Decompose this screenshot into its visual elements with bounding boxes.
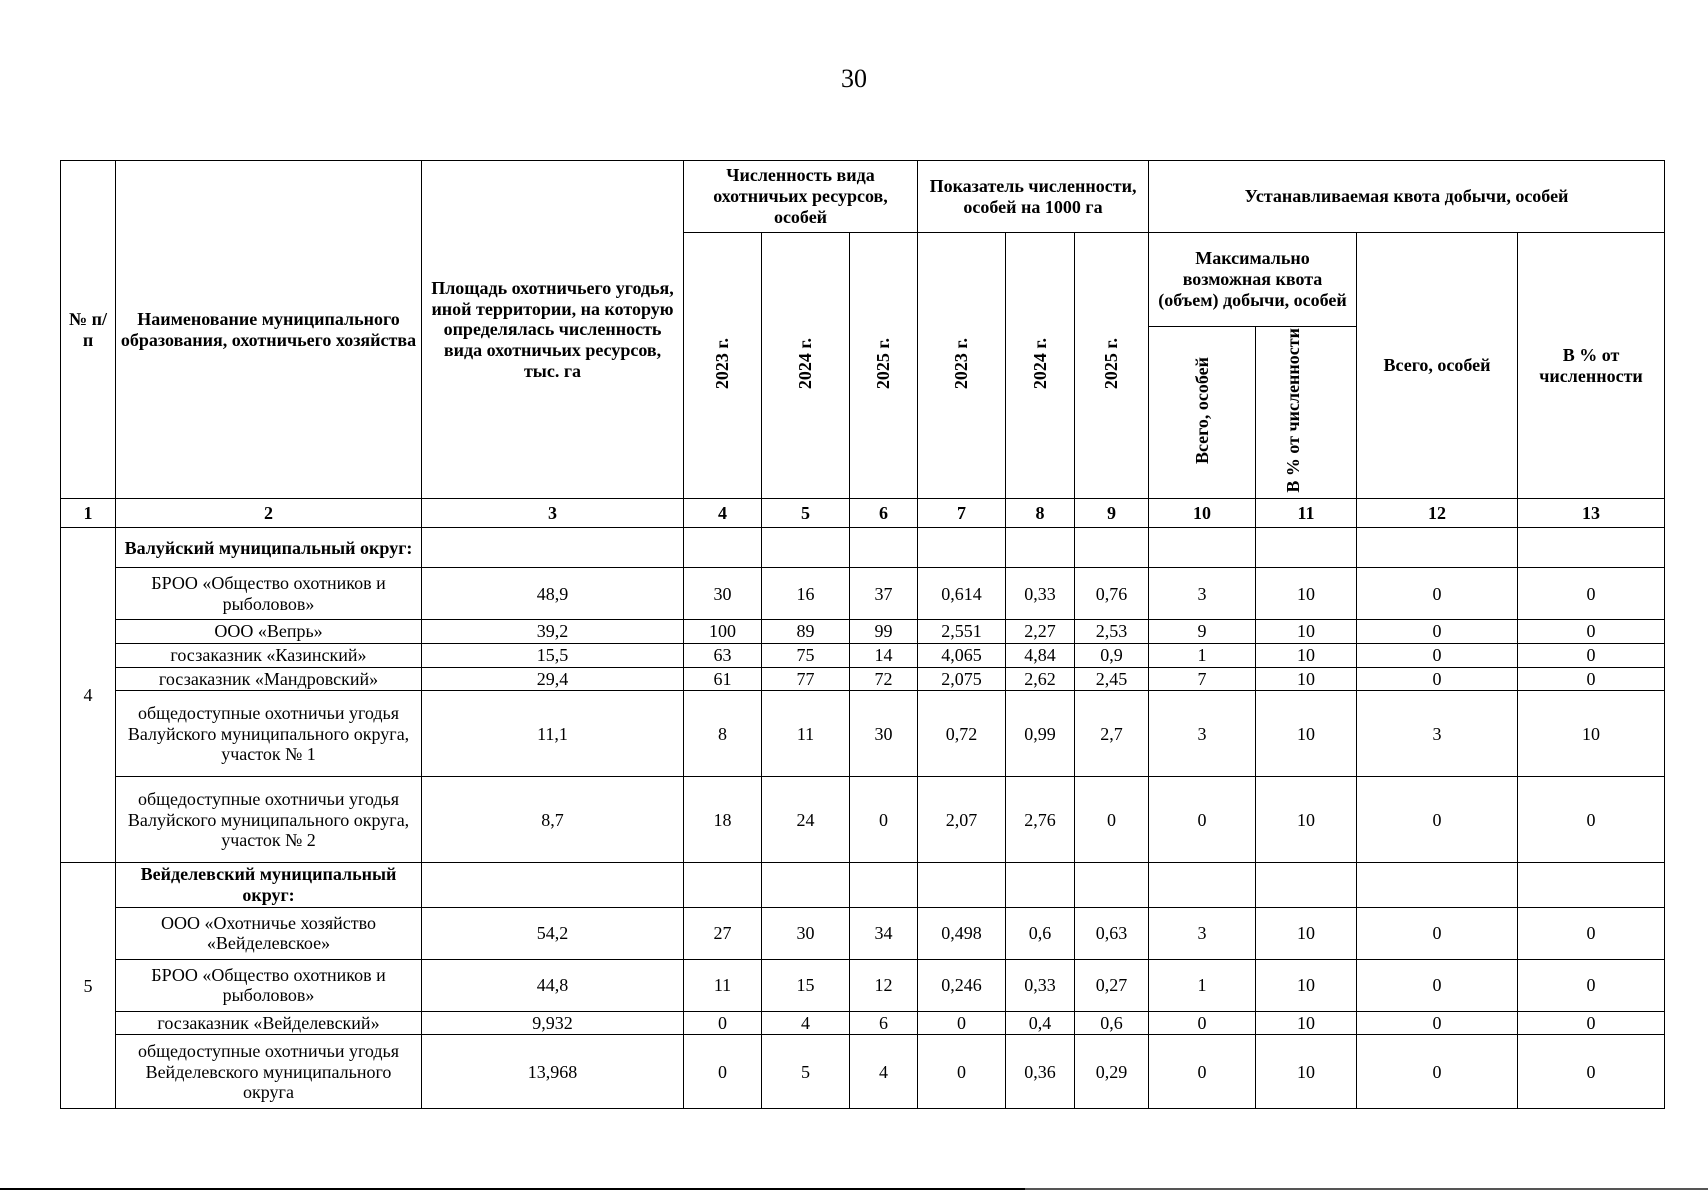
column-number-9: 9 [1075, 499, 1149, 528]
row-value-col-12: 0 [1357, 568, 1518, 620]
column-number-11: 11 [1256, 499, 1357, 528]
row-value-col-8: 0,99 [1006, 691, 1075, 777]
row-value-col-9: 2,7 [1075, 691, 1149, 777]
empty-cell [1006, 528, 1075, 568]
row-value-col-13: 0 [1518, 907, 1665, 959]
empty-cell [850, 863, 918, 907]
row-value-col-8: 4,84 [1006, 644, 1075, 668]
row-value-col-11: 10 [1256, 907, 1357, 959]
row-value-col-7: 2,07 [918, 777, 1006, 863]
row-value-col-13: 10 [1518, 691, 1665, 777]
row-name: общедоступные охотничьи угодья Валуйского муниципального округа, участок № 2 [116, 777, 422, 863]
column-number-2: 2 [116, 499, 422, 528]
group-title-row [61, 863, 1665, 907]
row-value-col-6: 72 [850, 667, 918, 691]
row-value-col-4: 61 [684, 667, 762, 691]
row-value-col-11: 10 [1256, 620, 1357, 644]
row-value-col-13: 0 [1518, 1011, 1665, 1035]
row-value-col-13: 0 [1518, 667, 1665, 691]
row-value-col-6: 30 [850, 691, 918, 777]
row-value-col-4: 27 [684, 907, 762, 959]
row-value-col-11: 10 [1256, 959, 1357, 1011]
table-row [61, 777, 1665, 863]
header-num: № п/п [61, 161, 116, 499]
header-population-group: Численность вида охотничьих ресурсов, особей [684, 161, 918, 233]
empty-cell [1518, 863, 1665, 907]
row-value-col-12: 0 [1357, 907, 1518, 959]
row-value-col-13: 0 [1518, 777, 1665, 863]
row-value-col-5: 16 [762, 568, 850, 620]
row-value-col-11: 10 [1256, 777, 1357, 863]
header-quota-group: Устанавливаемая квота добычи, особей [1149, 161, 1665, 233]
column-number-1: 1 [61, 499, 116, 528]
row-value-col-10: 1 [1149, 644, 1256, 668]
row-value-col-13: 0 [1518, 644, 1665, 668]
header-pop-2025: 2025 г. [850, 233, 918, 499]
header-max-quota-group: Максимально возможная квота (объем) добычи, особей [1149, 233, 1357, 327]
row-value-col-8: 2,27 [1006, 620, 1075, 644]
row-value-col-4: 18 [684, 777, 762, 863]
empty-cell [1006, 863, 1075, 907]
row-value-col-9: 0,29 [1075, 1035, 1149, 1109]
row-value-col-6: 37 [850, 568, 918, 620]
row-name: госзаказник «Мандровский» [116, 667, 422, 691]
row-value-col-4: 0 [684, 1011, 762, 1035]
row-value-col-10: 3 [1149, 907, 1256, 959]
table-row [61, 568, 1665, 620]
empty-cell [422, 863, 684, 907]
row-value-col-11: 10 [1256, 568, 1357, 620]
column-numbers-row [61, 499, 1665, 528]
empty-cell [1518, 528, 1665, 568]
empty-cell [1357, 863, 1518, 907]
header-max-total: Всего, особей [1149, 327, 1256, 499]
row-value-col-6: 0 [850, 777, 918, 863]
row-value-col-11: 10 [1256, 1011, 1357, 1035]
row-value-col-12: 0 [1357, 959, 1518, 1011]
row-value-col-9: 0 [1075, 777, 1149, 863]
row-value-col-4: 63 [684, 644, 762, 668]
row-value-col-7: 0 [918, 1011, 1006, 1035]
row-value-col-12: 3 [1357, 691, 1518, 777]
header-density-group: Показатель численности, особей на 1000 га [918, 161, 1149, 233]
group-title: Валуйский муниципальный округ: [116, 528, 422, 568]
row-value-col-9: 0,6 [1075, 1011, 1149, 1035]
row-value-col-8: 2,62 [1006, 667, 1075, 691]
empty-cell [1075, 863, 1149, 907]
row-value-col-9: 0,63 [1075, 907, 1149, 959]
row-value-col-13: 0 [1518, 1035, 1665, 1109]
row-value-col-7: 4,065 [918, 644, 1006, 668]
empty-cell [684, 528, 762, 568]
row-value-col-10: 1 [1149, 959, 1256, 1011]
column-number-6: 6 [850, 499, 918, 528]
row-value-col-11: 10 [1256, 1035, 1357, 1109]
row-value-col-8: 0,36 [1006, 1035, 1075, 1109]
empty-cell [684, 863, 762, 907]
row-value-col-7: 0,246 [918, 959, 1006, 1011]
row-value-col-12: 0 [1357, 620, 1518, 644]
row-value-col-3: 39,2 [422, 620, 684, 644]
empty-cell [1256, 863, 1357, 907]
row-value-col-5: 24 [762, 777, 850, 863]
empty-cell [1149, 863, 1256, 907]
hunting-quota-table [60, 160, 1665, 1109]
row-value-col-6: 4 [850, 1035, 918, 1109]
row-value-col-13: 0 [1518, 568, 1665, 620]
row-value-col-9: 2,45 [1075, 667, 1149, 691]
row-value-col-4: 11 [684, 959, 762, 1011]
row-value-col-4: 8 [684, 691, 762, 777]
row-value-col-8: 0,4 [1006, 1011, 1075, 1035]
empty-cell [850, 528, 918, 568]
column-number-12: 12 [1357, 499, 1518, 528]
row-value-col-5: 89 [762, 620, 850, 644]
row-value-col-7: 0 [918, 1035, 1006, 1109]
row-value-col-5: 75 [762, 644, 850, 668]
row-value-col-7: 0,498 [918, 907, 1006, 959]
table-row [61, 959, 1665, 1011]
row-name: ООО «Вепрь» [116, 620, 422, 644]
column-number-8: 8 [1006, 499, 1075, 528]
empty-cell [1075, 528, 1149, 568]
row-value-col-9: 2,53 [1075, 620, 1149, 644]
row-value-col-5: 4 [762, 1011, 850, 1035]
column-number-5: 5 [762, 499, 850, 528]
table-row [61, 1011, 1665, 1035]
row-value-col-7: 0,72 [918, 691, 1006, 777]
header-max-percent: В % от численности [1256, 327, 1357, 499]
row-value-col-10: 0 [1149, 777, 1256, 863]
row-value-col-5: 30 [762, 907, 850, 959]
header-pop-2023: 2023 г. [684, 233, 762, 499]
header-name: Наименование муниципального образования, охотничьего хозяйства [116, 161, 422, 499]
empty-cell [762, 863, 850, 907]
table-row [61, 1035, 1665, 1109]
table-row [61, 620, 1665, 644]
empty-cell [1256, 528, 1357, 568]
row-value-col-3: 9,932 [422, 1011, 684, 1035]
empty-cell [1357, 528, 1518, 568]
header-density-2024: 2024 г. [1006, 233, 1075, 499]
row-name: ООО «Охотничье хозяйство «Вейделевское» [116, 907, 422, 959]
row-value-col-9: 0,9 [1075, 644, 1149, 668]
row-value-col-10: 0 [1149, 1035, 1256, 1109]
page-number: 30 [841, 64, 867, 93]
row-value-col-12: 0 [1357, 1035, 1518, 1109]
empty-cell [422, 528, 684, 568]
empty-cell [1149, 528, 1256, 568]
row-value-col-3: 44,8 [422, 959, 684, 1011]
row-value-col-13: 0 [1518, 959, 1665, 1011]
column-number-10: 10 [1149, 499, 1256, 528]
row-value-col-6: 99 [850, 620, 918, 644]
row-value-col-6: 34 [850, 907, 918, 959]
row-value-col-10: 0 [1149, 1011, 1256, 1035]
row-value-col-9: 0,76 [1075, 568, 1149, 620]
table-row [61, 691, 1665, 777]
row-value-col-7: 2,075 [918, 667, 1006, 691]
row-value-col-6: 12 [850, 959, 918, 1011]
row-value-col-3: 48,9 [422, 568, 684, 620]
row-value-col-7: 0,614 [918, 568, 1006, 620]
row-value-col-3: 11,1 [422, 691, 684, 777]
empty-cell [918, 863, 1006, 907]
group-title-row [61, 528, 1665, 568]
bottom-rule [0, 1188, 1708, 1190]
header-quota-total: Всего, особей [1357, 233, 1518, 499]
row-value-col-3: 13,968 [422, 1035, 684, 1109]
row-value-col-3: 29,4 [422, 667, 684, 691]
table-row [61, 907, 1665, 959]
row-value-col-8: 0,33 [1006, 959, 1075, 1011]
row-value-col-3: 15,5 [422, 644, 684, 668]
row-value-col-6: 14 [850, 644, 918, 668]
row-value-col-11: 10 [1256, 691, 1357, 777]
header-quota-percent: В % от численности [1518, 233, 1665, 499]
empty-cell [918, 528, 1006, 568]
row-value-col-5: 15 [762, 959, 850, 1011]
row-value-col-8: 0,33 [1006, 568, 1075, 620]
row-value-col-4: 0 [684, 1035, 762, 1109]
row-value-col-5: 77 [762, 667, 850, 691]
row-value-col-4: 100 [684, 620, 762, 644]
group-number: 4 [61, 528, 116, 863]
row-value-col-5: 5 [762, 1035, 850, 1109]
header-density-2025: 2025 г. [1075, 233, 1149, 499]
empty-cell [762, 528, 850, 568]
header-density-2023: 2023 г. [918, 233, 1006, 499]
row-value-col-12: 0 [1357, 777, 1518, 863]
row-value-col-7: 2,551 [918, 620, 1006, 644]
row-value-col-10: 3 [1149, 568, 1256, 620]
row-value-col-4: 30 [684, 568, 762, 620]
row-value-col-10: 3 [1149, 691, 1256, 777]
table-row [61, 667, 1665, 691]
row-value-col-13: 0 [1518, 620, 1665, 644]
row-value-col-3: 8,7 [422, 777, 684, 863]
row-value-col-11: 10 [1256, 644, 1357, 668]
header-pop-2024: 2024 г. [762, 233, 850, 499]
row-value-col-12: 0 [1357, 1011, 1518, 1035]
row-value-col-11: 10 [1256, 667, 1357, 691]
row-value-col-9: 0,27 [1075, 959, 1149, 1011]
column-number-13: 13 [1518, 499, 1665, 528]
column-number-3: 3 [422, 499, 684, 528]
table-body [61, 528, 1665, 1109]
row-value-col-8: 0,6 [1006, 907, 1075, 959]
row-name: общедоступные охотничьи угодья Вейделевского муниципального округа [116, 1035, 422, 1109]
row-name: общедоступные охотничьи угодья Валуйского муниципального округа, участок № 1 [116, 691, 422, 777]
row-value-col-5: 11 [762, 691, 850, 777]
group-title: Вейделевский муниципальный округ: [116, 863, 422, 907]
row-value-col-6: 6 [850, 1011, 918, 1035]
row-name: госзаказник «Казинский» [116, 644, 422, 668]
row-value-col-12: 0 [1357, 644, 1518, 668]
row-value-col-3: 54,2 [422, 907, 684, 959]
row-value-col-12: 0 [1357, 667, 1518, 691]
group-number: 5 [61, 863, 116, 1109]
header-area: Площадь охотничьего угодья, иной территории, на которую определялась численность вида охотничьих ресурсов, тыс. га [422, 161, 684, 499]
row-value-col-10: 9 [1149, 620, 1256, 644]
row-name: БРОО «Общество охотников и рыболовов» [116, 959, 422, 1011]
row-value-col-8: 2,76 [1006, 777, 1075, 863]
row-value-col-10: 7 [1149, 667, 1256, 691]
column-number-7: 7 [918, 499, 1006, 528]
row-name: БРОО «Общество охотников и рыболовов» [116, 568, 422, 620]
column-number-4: 4 [684, 499, 762, 528]
table-row [61, 644, 1665, 668]
row-name: госзаказник «Вейделевский» [116, 1011, 422, 1035]
